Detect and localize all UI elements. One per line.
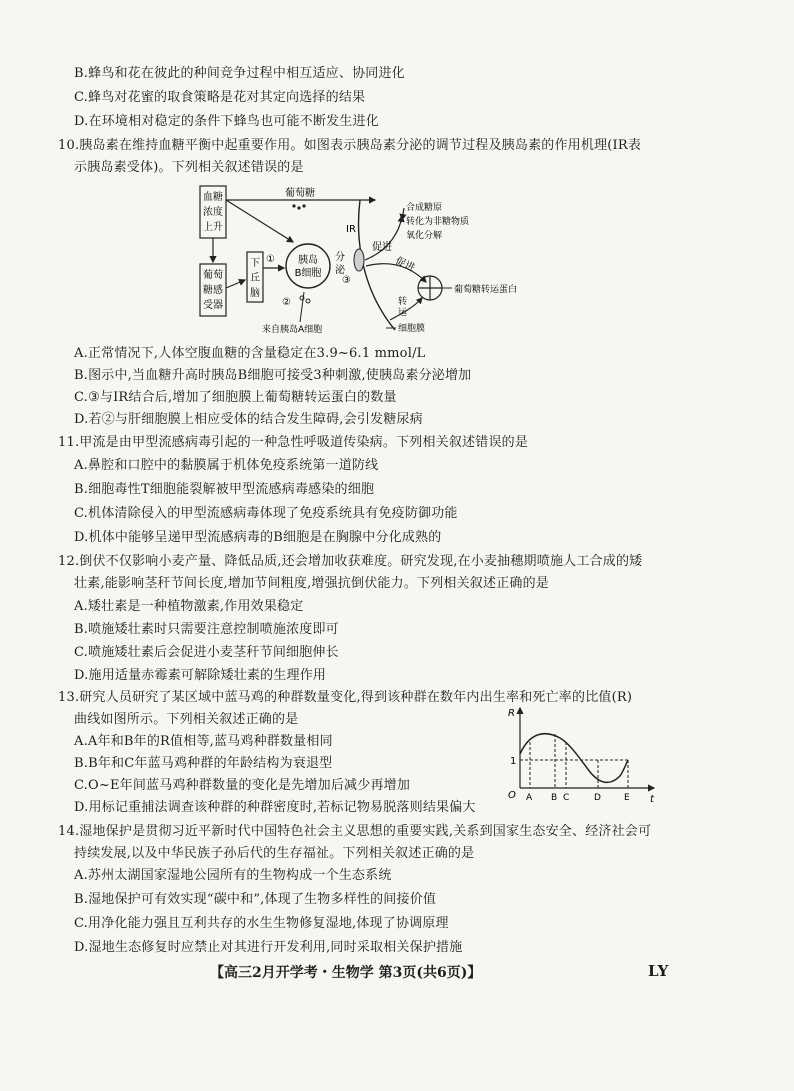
q14-option-a: A.苏州太湖国家湿地公园所有的生物构成一个生态系统 [74,868,392,883]
hypothalamus-label-2: 丘 [250,273,260,284]
tick-e: E [624,793,630,803]
q13-option-b: B.B年和C年蓝马鸡种群的年龄结构为衰退型 [74,756,333,771]
secrete-label-1: 分 [335,252,345,263]
q12-option-d: D.施用适量赤霉素可解除矮壮素的生理作用 [74,668,327,683]
q14-stem-line2: 持续发展,以及中华民族子孙后代的生存福祉。下列相关叙述正确的是 [74,846,475,861]
blood-sugar-label-2: 浓度 [203,207,223,218]
from-alpha-cell-label: 来自胰岛A细胞 [262,325,323,335]
ir-label: IR [346,224,356,235]
blood-sugar-label-1: 血糖 [203,192,223,203]
q13-stem-line2: 曲线如图所示。下列相关叙述正确的是 [74,712,299,727]
receptor-label-1: 葡萄 [203,270,223,281]
q11-option-a: A.鼻腔和口腔中的黏膜属于机体免疫系统第一道防线 [74,458,379,473]
tick-b: B [551,793,558,803]
q14-option-d: D.湿地生态修复时应禁止对其进行开发利用,同时采取相关保护措施 [74,940,463,955]
hypothalamus-label-1: 下 [250,258,260,269]
q13-option-a: A.A年和B年的R值相等,蓝马鸡种群数量相同 [74,734,333,749]
beta-cell-label-1: 胰岛 [298,255,318,266]
q10-option-a: A.正常情况下,人体空腹血糖的含量稳定在3.9~6.1 mmol/L [74,346,426,361]
q11-option-d: D.机体中能够呈递甲型流感病毒的B细胞是在胸腺中分化成熟的 [74,530,442,545]
marker-3: ③ [342,275,351,286]
glucose-label: 葡萄糖 [285,188,315,199]
beta-cell [286,244,330,288]
marker-1: ① [266,254,275,265]
q9-option-d: D.在环境相对稳定的条件下蜂鸟也可能不断发生进化 [74,114,379,129]
q9-option-c: C.蜂鸟对花蜜的取食策略是花对其定向选择的结果 [74,90,366,105]
r-curve-graph [500,704,660,808]
q10-stem-line1: 10.胰岛素在维持血糖平衡中起重要作用。如图表示胰岛素分泌的调节过程及胰岛素的作用机理(IR表 [58,138,642,153]
receptor-label-2: 糖感 [203,285,223,296]
paper-code: LY [648,962,669,980]
q13-option-c: C.O~E年间蓝马鸡种群数量的变化是先增加后减少再增加 [74,778,411,793]
q12-stem-line2: 壮素,能影响茎秆节间长度,增加节间粗度,增强抗倒伏能力。下列相关叙述正确的是 [74,576,549,591]
q12-option-b: B.喷施矮壮素时只需要注意控制喷施浓度即可 [74,622,339,637]
q11-option-b: B.细胞毒性T细胞能裂解被甲型流感病毒感染的细胞 [74,482,375,497]
output-non-sugar: 转化为非糖物质 [406,217,470,227]
q14-option-c: C.用净化能力强且互利共存的水生生物修复湿地,体现了协调原理 [74,916,449,931]
q14-stem-line1: 14.湿地保护是贯彻习近平新时代中国特色社会主义思想的重要实践,关系到国家生态安全、经济社会可 [58,824,652,839]
promote-label-1: 促进 [372,242,392,253]
y-one-label: 1 [510,756,517,767]
receptor-label-3: 受器 [203,300,223,311]
transport-label-2: 运 [398,308,408,318]
q12-stem-line1: 12.倒伏不仅影响小麦产量、降低品质,还会增加收获难度。研究发现,在小麦抽穗期喷施人工合成的矮 [58,554,643,569]
page-footer: 【高三2月开学考・生物学 第3页(共6页)】 [210,965,482,981]
marker-2: ② [282,297,291,308]
q11-option-c: C.机体清除侵入的甲型流感病毒体现了免疫系统具有免疫防御功能 [74,506,458,521]
q10-option-d: D.若②与肝细胞膜上相应受体的结合发生障碍,会引发糖尿病 [74,412,423,427]
q10-option-c: C.③与IR结合后,增加了细胞膜上葡萄糖转运蛋白的数量 [74,390,397,405]
insulin-receptor [354,249,364,271]
r-curve [520,734,628,783]
q13-stem-line1: 13.研究人员研究了某区域中蓝马鸡的种群数量变化,得到该种群在数年内出生率和死亡率的比值(R) [58,690,633,705]
q9-option-b: B.蜂鸟和花在彼此的种间竞争过程中相互适应、协同进化 [74,66,405,81]
output-glycogen: 合成糖原 [406,203,443,213]
q10-option-b: B.图示中,当血糖升高时胰岛B细胞可接受3种刺激,使胰岛素分泌增加 [74,368,472,383]
output-oxidation: 氧化分解 [406,231,443,241]
secrete-label-2: 泌 [335,265,345,276]
membrane-label: 细胞膜 [398,324,426,334]
x-axis-label: t [650,794,654,805]
q11-stem: 11.甲流是由甲型流感病毒引起的一种急性呼吸道传染病。下列相关叙述错误的是 [58,435,529,450]
tick-d: D [594,793,601,803]
blood-sugar-label-3: 上升 [203,222,223,233]
tick-a: A [526,793,533,803]
tick-c: C [563,793,570,803]
q12-option-a: A.矮壮素是一种植物激素,作用效果稳定 [74,599,304,614]
target-cell-membrane [359,200,395,330]
hypothalamus-label-3: 脑 [250,288,260,299]
promote-label-2: 促进 [393,255,417,275]
origin-label: O [508,790,516,801]
q13-option-d: D.用标记重捕法调查该种群的种群密度时,若标记物易脱落则结果偏大 [74,800,476,815]
transport-label-1: 转 [398,297,408,307]
beta-cell-label-2: B细胞 [294,268,322,279]
q10-stem-line2: 示胰岛素受体)。下列相关叙述错误的是 [74,160,304,175]
transporter-label: 葡萄糖转运蛋白 [454,285,518,295]
q12-option-c: C.喷施矮壮素后会促进小麦茎秆节间细胞伸长 [74,645,339,660]
q14-option-b: B.湿地保护可有效实现“碳中和”,体现了生物多样性的间接价值 [74,892,437,907]
y-axis-label: R [508,708,515,719]
insulin-diagram [190,180,570,340]
